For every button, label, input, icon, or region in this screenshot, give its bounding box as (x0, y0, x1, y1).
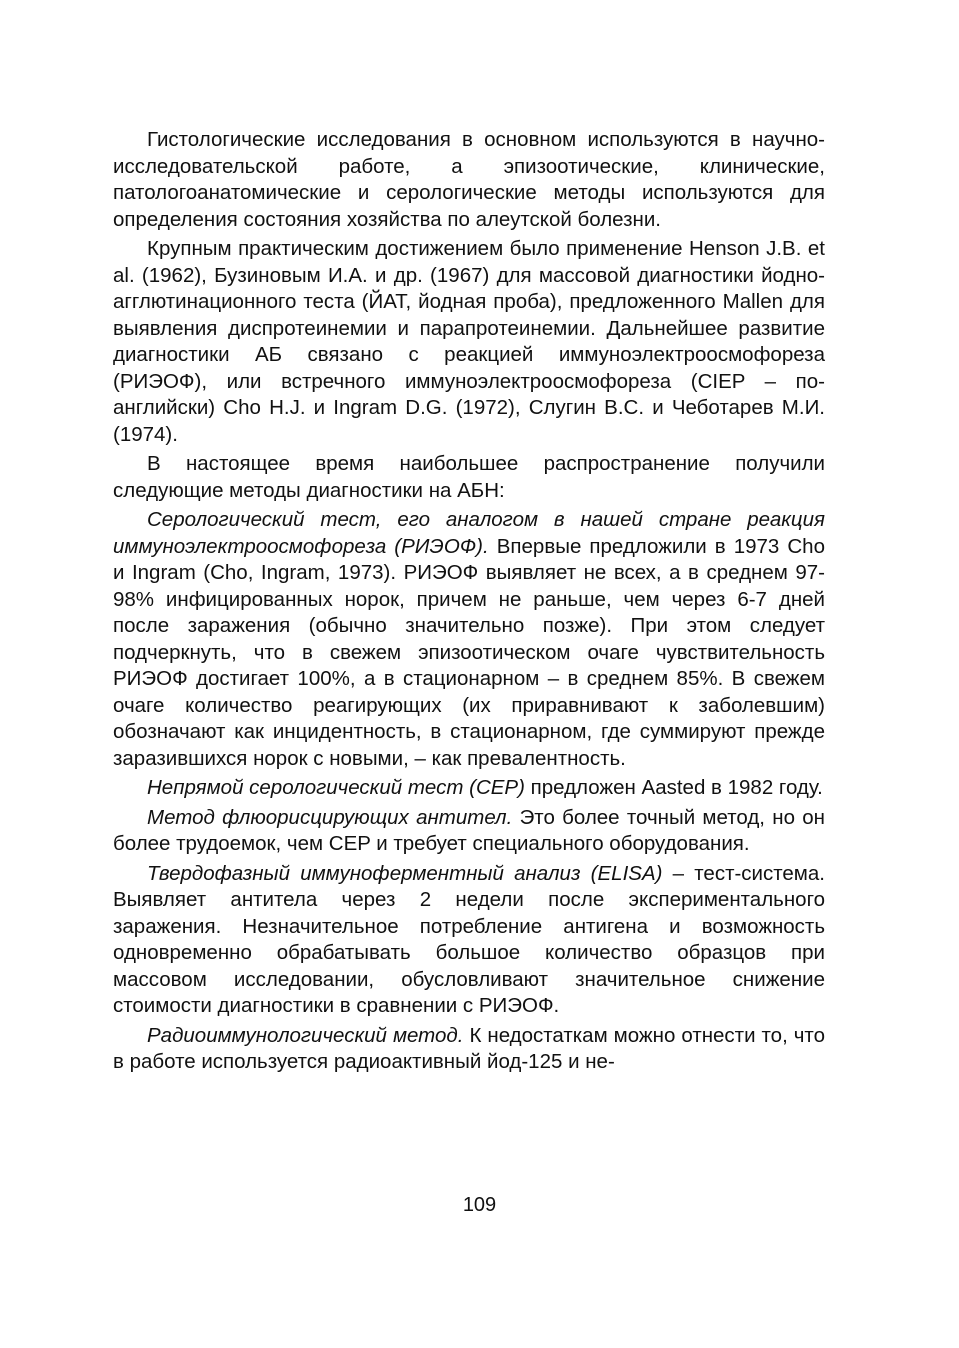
paragraph-italic-lead: Непрямой серологический тест (CEP) (147, 776, 525, 799)
paragraph-practical-achievement (113, 236, 825, 448)
paragraph-indirect-test (113, 775, 825, 802)
paragraph-radioimmune (113, 1023, 825, 1076)
paragraph-text: Крупным практическим достижением было применение Henson J.B. et al. (1962), Бузиновым И.А. и др. (1967) для массовой диагностики йодно-агглютинационного теста (ЙАТ, йодная проба), предложенного Mallen для выявления диспротеинемии и парапротеинемии. Дальнейшее развитие диагностики АБ связано с реакцией иммуноэлектроосмофореза (РИЭОФ), или встречного иммуноэлектроосмофореза (CIEP – по-английски) Cho H.J. и Ingram D.G. (1972), Слугин В.С. и Чеботарев М.И. (1974). (113, 237, 825, 446)
page-body (113, 127, 825, 1079)
paragraph-histology (113, 127, 825, 233)
paragraph-italic-lead: Серологический тест, его аналогом в нашей стране реакция иммуноэлектроосмофореза (РИЭОФ). (113, 508, 825, 558)
paragraph-italic-lead: Твердофазный иммуноферментный анализ (ELISA) (147, 861, 663, 885)
paragraph-text: предложен Aasted в 1982 году. (524, 776, 823, 799)
paragraph-text: Впервые предложили в 1973 Cho и Ingram (Cho, Ingram, 1973). РИЭОФ выявляет не всех, а в среднем 97-98% инфицированных норок, причем не раньше, чем через 6-7 дней после заражения (обычно значительно позже). При этом следует подчеркнуть, что в свежем эпизоотическом очаге чувствительность РИЭОФ достигает 100%, а в стационарном – в среднем 85%. В свежем очаге количество реагирующих (их приравнивают к заболевшим) обозначают как инцидентность, в стационарном, где суммируют прежде заразившихся норок с новыми, – как превалентность. (113, 534, 825, 770)
page-number: 109 (462, 1194, 497, 1216)
paragraph-elisa (113, 861, 825, 1020)
paragraph-serological-test (113, 507, 825, 772)
paragraph-text: Гистологические исследования в основном используются в научно-исследовательской работе, а эпизоотические, клинические, патологоанатомические и серологические методы используются для определения состояния хозяйства по алеутской болезни. (113, 128, 825, 231)
paragraph-text: – тест-система. Выявляет антитела через 2 недели после экспериментального заражения. Незначительное потребление антигена и возможность одновременно обрабатывать большое количество образцов при массовом исследовании, обусловливают значительное снижение стоимости диагностики в сравнении с РИЭОФ. (113, 861, 825, 1017)
paragraph-text: В настоящее время наибольшее распространение получили следующие методы диагностики на АБН: (113, 452, 825, 502)
paragraph-text: Это более точный метод, но он более трудоемок, чем CEP и требует специального оборудования. (113, 805, 825, 855)
paragraph-italic-lead: Метод флюорисцирующих антител. (147, 805, 513, 829)
paragraph-text: К недостаткам можно отнести то, что в работе используется радиоактивный йод-125 и не- (113, 1023, 825, 1073)
paragraph-fluorescent-antibodies (113, 805, 825, 858)
paragraph-italic-lead: Радиоиммунологический метод. (147, 1023, 464, 1047)
paragraph-current-methods (113, 451, 825, 504)
